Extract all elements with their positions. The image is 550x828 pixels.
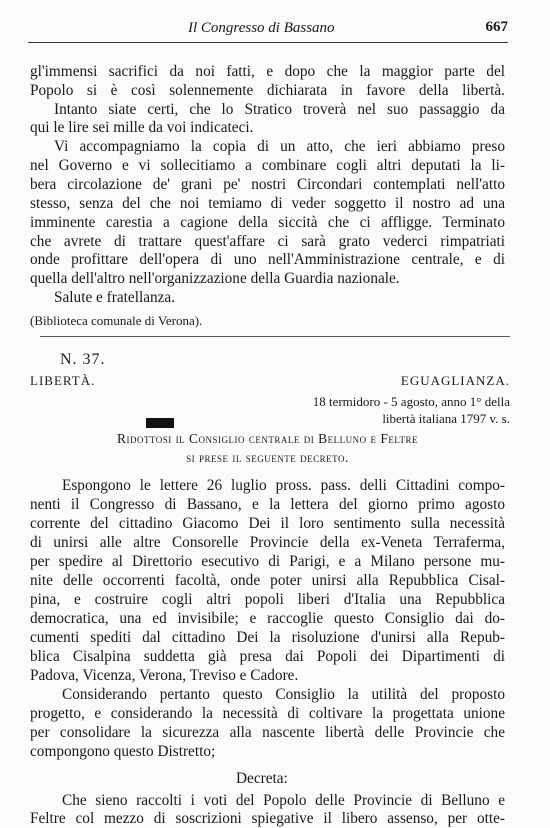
text-line: Intanto siate certi, che lo Stratico troverà nel suo passaggio da bbox=[54, 101, 505, 118]
decreta-heading: Decreta: bbox=[236, 770, 288, 787]
motto-left: LIBERTÀ. bbox=[30, 373, 96, 388]
date-line: 18 termidoro - 5 agosto, anno 1° della bbox=[312, 394, 510, 409]
text-line: democratica, una ed invisibile; e raccoglie questo Consiglio dai do- bbox=[30, 610, 505, 627]
text-line: progetto, e considerando la necessità di coltivare la progettata unione bbox=[30, 705, 505, 722]
text-line: quella dell'altro nell'organizzazione della Guardia nazionale. bbox=[30, 270, 400, 287]
ink-blot bbox=[146, 418, 174, 428]
text-line: qui le lire sei mille da voi indicateci. bbox=[30, 119, 254, 136]
text-line: compongono questo Distretto; bbox=[30, 743, 216, 760]
date-line: libertà italiana 1797 v. s. bbox=[382, 411, 510, 426]
text-line: cumenti spediti dal cittadino Dei la risoluzione d'unirsi alla Repub- bbox=[30, 629, 505, 646]
text-line: corrente del cittadino Giacomo Dei il loro sentimento sulla necessità bbox=[30, 515, 505, 532]
running-title: Il Congresso di Bassano bbox=[188, 20, 335, 36]
section-divider bbox=[40, 336, 510, 337]
text-line: blica Cisalpina suddetta già presa dai Popoli dei Dipartimenti di bbox=[30, 648, 505, 665]
text-line: stesso, senza del che noi temiamo di veder soggetto il nostro ad una bbox=[30, 195, 505, 212]
text-line: nite delle occorrenti facoltà, onde poter unirsi alla Repubblica Cisal- bbox=[30, 572, 505, 589]
text-line: per spedire al Direttorio esecutivo di Parigi, e a Milano persone mu- bbox=[30, 553, 505, 570]
text-line: Considerando pertanto questo Consiglio la utilità del proposto bbox=[62, 686, 505, 703]
text-line: nel Governo e vi sollecitiamo a combinare cogli altri deputati la li- bbox=[30, 157, 505, 174]
text-line: Feltre col mezzo di soscrizioni spiegative il libero assenso, per otte- bbox=[30, 810, 505, 827]
text-line: gl'immensi sacrifici da noi fatti, e dopo che la maggior parte del bbox=[30, 63, 505, 80]
text-line: Vi accompagniamo la copia di un atto, che ieri abbiamo preso bbox=[54, 138, 505, 155]
motto-right: EGUAGLIANZA. bbox=[400, 373, 510, 388]
closing-line: Salute e fratellanza. bbox=[54, 289, 176, 306]
text-line: pina, e costruire cogli altri popoli liberi d'Italia una Repubblica bbox=[30, 591, 505, 608]
source-citation: (Biblioteca comunale di Verona). bbox=[30, 313, 203, 328]
document-number: N. 37. bbox=[60, 351, 106, 368]
text-line: Popolo si è così solennemente dichiarata in favore della libertà. bbox=[30, 82, 505, 99]
text-line: per consolidare la sicurezza alla nascente libertà delle Provincie che bbox=[30, 724, 505, 741]
text-line: Che sieno raccolti i voti del Popolo delle Provincie di Belluno e bbox=[62, 792, 505, 809]
decree-heading: Ridottosi il Consiglio centrale di Belluno e Feltre bbox=[116, 431, 419, 446]
text-line: Padova, Vicenza, Verona, Treviso e Cadore. bbox=[30, 667, 299, 684]
text-line: che avrete di trattare quest'affare ci sarà grato vederci rimpatriati bbox=[30, 233, 505, 250]
text-line: bera circolazione de' grani pe' nostri Circondari contemplati nell'atto bbox=[30, 176, 505, 193]
text-line: onde profittare dell'opera di uno nell'Amministrazione centrale, e di bbox=[30, 251, 505, 268]
running-header bbox=[28, 18, 508, 43]
page-number: 667 bbox=[485, 19, 508, 35]
text-line: Espongono le lettere 26 luglio pross. pass. delli Cittadini compo- bbox=[62, 477, 505, 494]
text-line: nenti il Congresso di Bassano, e la lettera del giorno primo agosto bbox=[30, 496, 505, 513]
text-line: imminente carestia a cagione della siccità che ci affligge. Terminato bbox=[30, 214, 505, 231]
text-line: di unirsi alle altre Consorelle Provincie della ex-Veneta Terraferma, bbox=[30, 534, 505, 551]
decree-subheading: si prese il seguente decreto. bbox=[186, 450, 349, 465]
